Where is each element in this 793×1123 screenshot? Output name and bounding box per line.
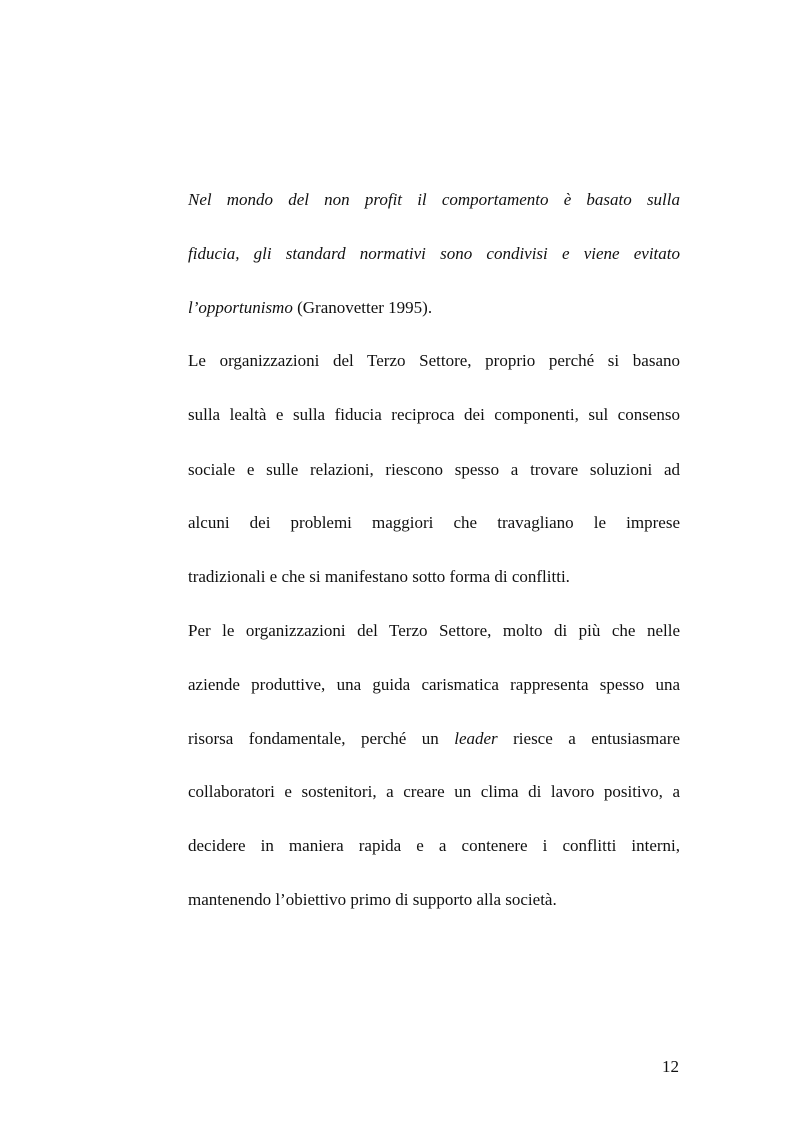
paragraph1-line-2: sulla lealtà e sulla fiducia reciproca dei componenti, sul consenso [188, 405, 680, 424]
paragraph2-line-3-post: riesce a entusiasmare [497, 729, 680, 748]
page-number: 12 [662, 1057, 679, 1076]
paragraph2-line-3 [188, 728, 680, 750]
paragraph2-line-1: Per le organizzazioni del Terzo Settore, molto di più che nelle [188, 621, 680, 640]
paragraph2-line-6: mantenendo l’obiettivo primo di supporto alla società. [188, 890, 557, 909]
quote-line-1: Nel mondo del non profit il comportamento è basato sulla [188, 190, 680, 209]
paragraph1-line-4: alcuni dei problemi maggiori che travagliano le imprese [188, 513, 680, 532]
leader-italic-term: leader [454, 729, 498, 748]
paragraph1-line-3: sociale e sulle relazioni, riescono spesso a trovare soluzioni ad [188, 460, 680, 479]
quote-italic-term: l’opportunismo [188, 298, 293, 317]
quote-line-2: fiducia, gli standard normativi sono condivisi e viene evitato [188, 244, 680, 263]
paragraph2-line-2: aziende produttive, una guida carismatica rappresenta spesso una [188, 675, 680, 694]
paragraph1-line-5: tradizionali e che si manifestano sotto forma di conflitti. [188, 567, 570, 586]
quote-line-3 [188, 297, 680, 319]
paragraph2-line-3-pre: risorsa fondamentale, perché un [188, 729, 455, 748]
paragraph2-line-4: collaboratori e sostenitori, a creare un clima di lavoro positivo, a [188, 782, 680, 801]
paragraph1-line-1: Le organizzazioni del Terzo Settore, proprio perché si basano [188, 351, 680, 370]
quote-citation: (Granovetter 1995). [292, 298, 433, 317]
paragraph2-line-5: decidere in maniera rapida e a contenere i conflitti interni, [188, 836, 680, 855]
